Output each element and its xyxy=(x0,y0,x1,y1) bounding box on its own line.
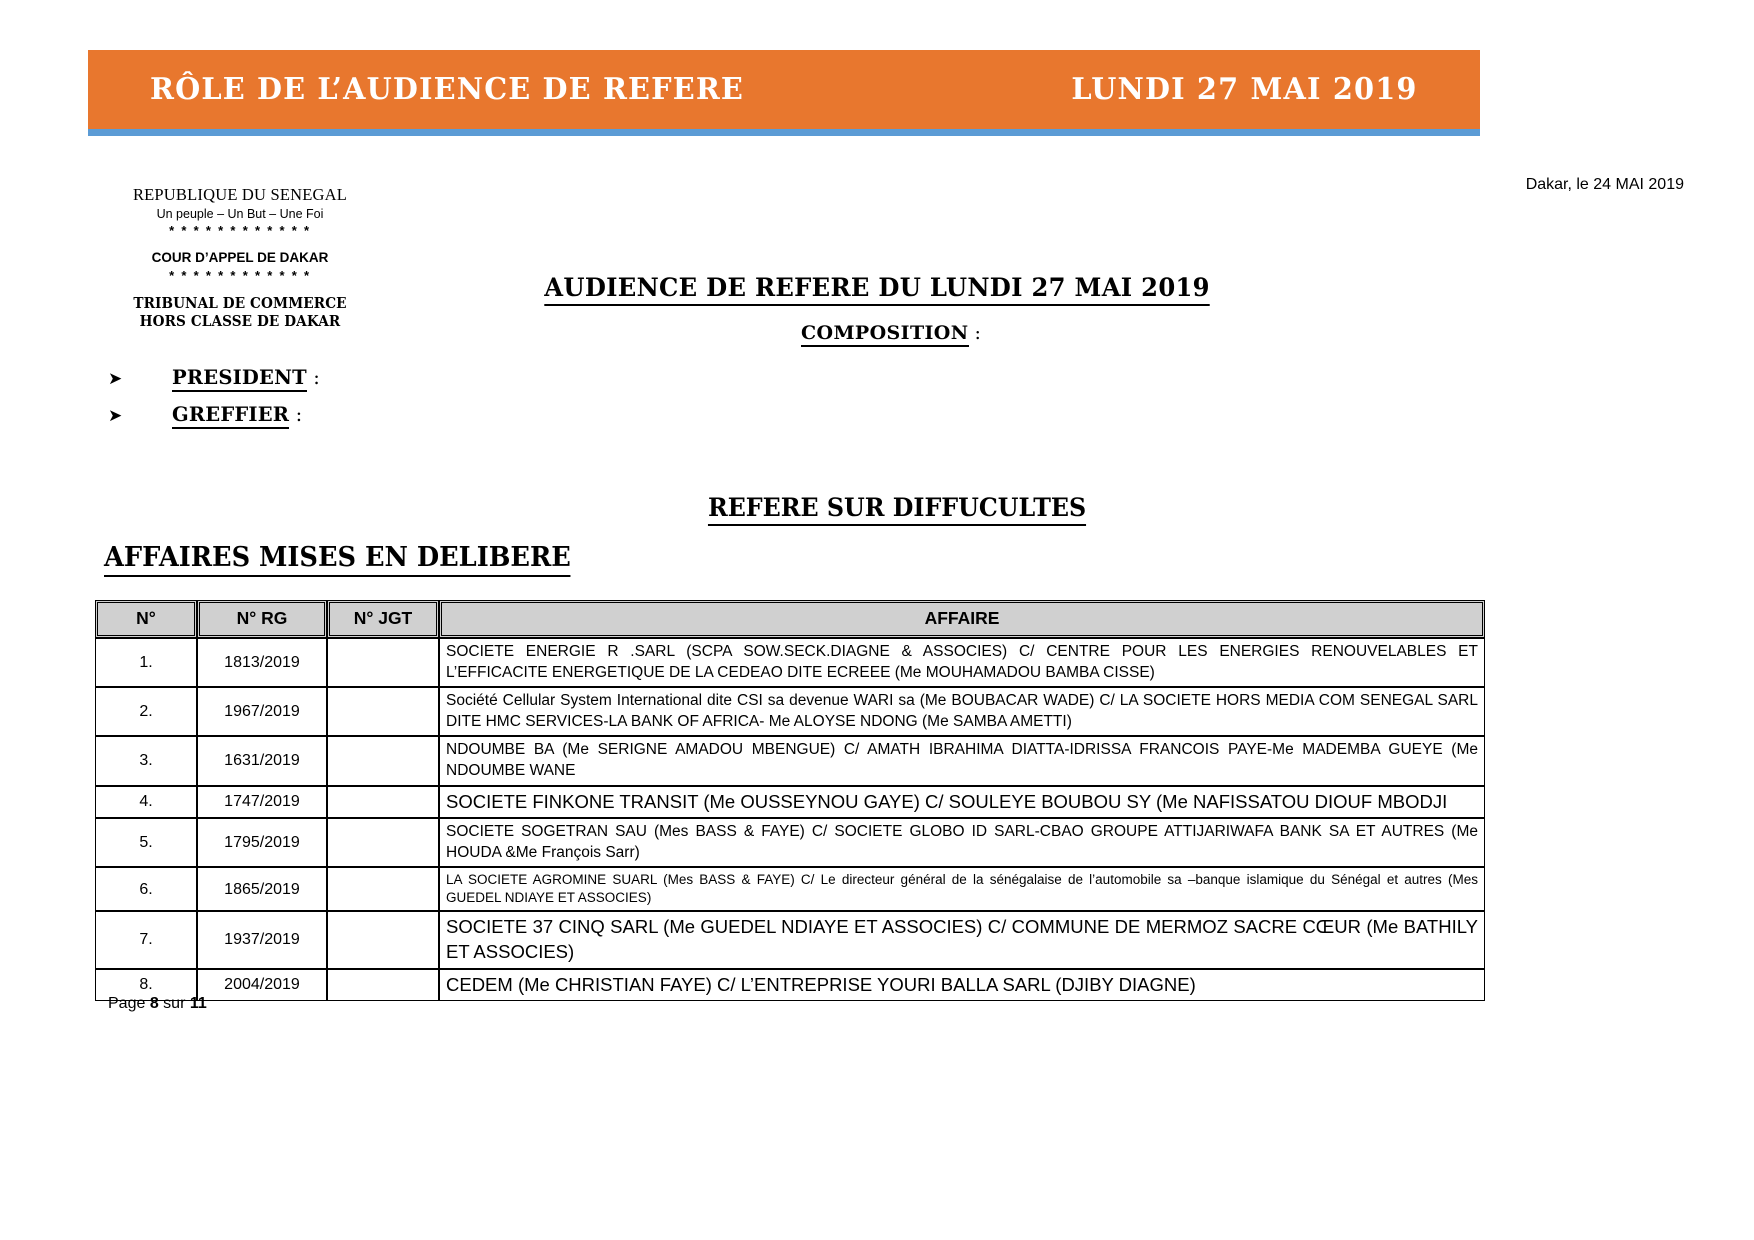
section-heading-delibere xyxy=(104,542,595,577)
cell-num: 4. xyxy=(95,786,197,819)
col-header-jgt: N° JGT xyxy=(327,600,439,638)
table-row xyxy=(95,638,1485,687)
cell-affaire: SOCIETE ENERGIE R .SARL (SCPA SOW.SECK.DIAGNE & ASSOCIES) C/ CENTRE POUR LES ENERGIES RENOUVELABLES ET L’EFFICACITE ENERGETIQUE DE LA CEDEAO DITE ECREEE (Me MOUHAMADOU BAMBA CISSE) xyxy=(439,638,1485,687)
footer-middle: sur xyxy=(158,995,190,1012)
cell-rg: 1937/2019 xyxy=(197,911,327,968)
page-header-banner xyxy=(88,50,1480,129)
cell-affaire: SOCIETE SOGETRAN SAU (Mes BASS & FAYE) C/ SOCIETE GLOBO ID SARL-CBAO GROUPE ATTIJARIWAFA BANK SA ET AUTRES (Me HOUDA &Me François Sarr) xyxy=(439,818,1485,867)
cell-num: 2. xyxy=(95,687,197,736)
table-row xyxy=(95,687,1485,736)
col-header-rg: N° RG xyxy=(197,600,327,638)
table-row xyxy=(95,818,1485,867)
audience-title-text: AUDIENCE DE REFERE DU LUNDI 27 MAI 2019 xyxy=(544,273,1210,306)
composition-heading xyxy=(0,322,1754,347)
cell-rg: 1967/2019 xyxy=(197,687,327,736)
letterhead-republic: REPUBLIQUE DU SENEGAL xyxy=(132,185,348,204)
letterhead-star-divider-1: * * * * * * * * * * * * xyxy=(169,223,311,239)
cell-jgt xyxy=(327,818,439,867)
cell-jgt xyxy=(327,736,439,785)
page-footer xyxy=(108,995,207,1013)
bullet-arrow-icon: ➤ xyxy=(108,406,123,426)
cell-num: 8. xyxy=(95,969,197,1002)
letterhead-tribunal-line-1: TRIBUNAL DE COMMERCE xyxy=(133,294,347,312)
banner-underline-rule xyxy=(88,129,1480,136)
letterhead-star-divider-2: * * * * * * * * * * * * xyxy=(169,267,311,283)
cell-affaire: SOCIETE 37 CINQ SARL (Me GUEDEL NDIAYE ET ASSOCIES) C/ COMMUNE DE MERMOZ SACRE CŒUR (Me BATHILY ET ASSOCIES) xyxy=(439,911,1485,968)
composition-label: COMPOSITION xyxy=(801,322,969,347)
cell-num: 1. xyxy=(95,638,197,687)
cell-jgt xyxy=(327,969,439,1002)
footer-page-number: 8 xyxy=(149,995,159,1012)
affaires-table-head xyxy=(95,600,1485,638)
cell-jgt xyxy=(327,911,439,968)
bullet-arrow-icon: ➤ xyxy=(108,369,123,389)
cell-num: 7. xyxy=(95,911,197,968)
cell-rg: 1747/2019 xyxy=(197,786,327,819)
letterhead-court: COUR D’APPEL DE DAKAR xyxy=(151,250,329,266)
table-row xyxy=(95,969,1485,1002)
cell-rg: 1865/2019 xyxy=(197,867,327,911)
document-place-date: Dakar, le 24 MAI 2019 xyxy=(1525,176,1684,193)
role-row-president xyxy=(100,366,520,403)
banner-title: RÔLE DE L’AUDIENCE DE REFERE xyxy=(150,72,745,107)
cell-affaire: CEDEM (Me CHRISTIAN FAYE) C/ L’ENTREPRISE YOURI BALLA SARL (DJIBY DIAGNE) xyxy=(439,969,1485,1002)
table-header-row xyxy=(95,600,1485,638)
cell-rg: 1795/2019 xyxy=(197,818,327,867)
cell-num: 6. xyxy=(95,867,197,911)
footer-prefix: Page xyxy=(108,995,150,1012)
cell-rg: 1631/2019 xyxy=(197,736,327,785)
section-heading-refere-text: REFERE SUR DIFFUCULTES xyxy=(708,493,1086,526)
table-row xyxy=(95,786,1485,819)
role-president-colon: : xyxy=(306,366,321,389)
cell-affaire: NDOUMBE BA (Me SERIGNE AMADOU MBENGUE) C/ AMATH IBRAHIMA DIATTA-IDRISSA FRANCOIS PAYE-Me MADEMBA GUEYE (Me NDOUMBE WANE xyxy=(439,736,1485,785)
affaires-table-body xyxy=(95,638,1485,1001)
cell-rg: 1813/2019 xyxy=(197,638,327,687)
cell-num: 3. xyxy=(95,736,197,785)
cell-rg: 2004/2019 xyxy=(197,969,327,1002)
cell-affaire: SOCIETE FINKONE TRANSIT (Me OUSSEYNOU GAYE) C/ SOULEYE BOUBOU SY (Me NAFISSATOU DIOUF MBODJI xyxy=(439,786,1485,819)
role-greffier-text: GREFFIER xyxy=(172,403,289,429)
composition-colon: : xyxy=(968,322,981,344)
table-row xyxy=(95,867,1485,911)
banner-date: LUNDI 27 MAI 2019 xyxy=(1071,72,1418,107)
cell-num: 5. xyxy=(95,818,197,867)
table-row xyxy=(95,911,1485,968)
section-heading-refere xyxy=(0,493,1754,526)
cell-jgt xyxy=(327,638,439,687)
cell-jgt xyxy=(327,786,439,819)
cell-jgt xyxy=(327,867,439,911)
table-row xyxy=(95,736,1485,785)
role-label-president xyxy=(172,366,320,392)
composition-roles-list xyxy=(100,366,520,440)
letterhead-block xyxy=(110,185,370,331)
footer-total-pages: 11 xyxy=(189,995,207,1012)
cell-affaire: Société Cellular System International dite CSI sa devenue WARI sa (Me BOUBACAR WADE) C/ LA SOCIETE HORS MEDIA COM SENEGAL SARL DITE HMC SERVICES-LA BANK OF AFRICA- Me ALOYSE NDONG (Me SAMBA AMETTI) xyxy=(439,687,1485,736)
role-greffier-colon: : xyxy=(289,403,303,426)
col-header-affaire: AFFAIRE xyxy=(439,600,1485,638)
letterhead-motto: Un peuple – Un But – Une Foi xyxy=(156,207,324,222)
section-heading-delibere-text: AFFAIRES MISES EN DELIBERE xyxy=(104,542,571,577)
role-label-greffier xyxy=(172,403,302,429)
col-header-num: N° xyxy=(95,600,197,638)
cell-jgt xyxy=(327,687,439,736)
letterhead-tribunal-line-2: HORS CLASSE DE DAKAR xyxy=(139,313,341,331)
affaires-table xyxy=(95,600,1485,1001)
role-row-greffier xyxy=(100,403,520,440)
role-president-text: PRESIDENT xyxy=(172,366,307,392)
audience-title xyxy=(0,273,1754,306)
cell-affaire: LA SOCIETE AGROMINE SUARL (Mes BASS & FAYE) C/ Le directeur général de la sénégalaise de l’automobile sa –banque islamique du Sénégal et autres (Mes GUEDEL NDIAYE ET ASSOCIES) xyxy=(439,867,1485,911)
